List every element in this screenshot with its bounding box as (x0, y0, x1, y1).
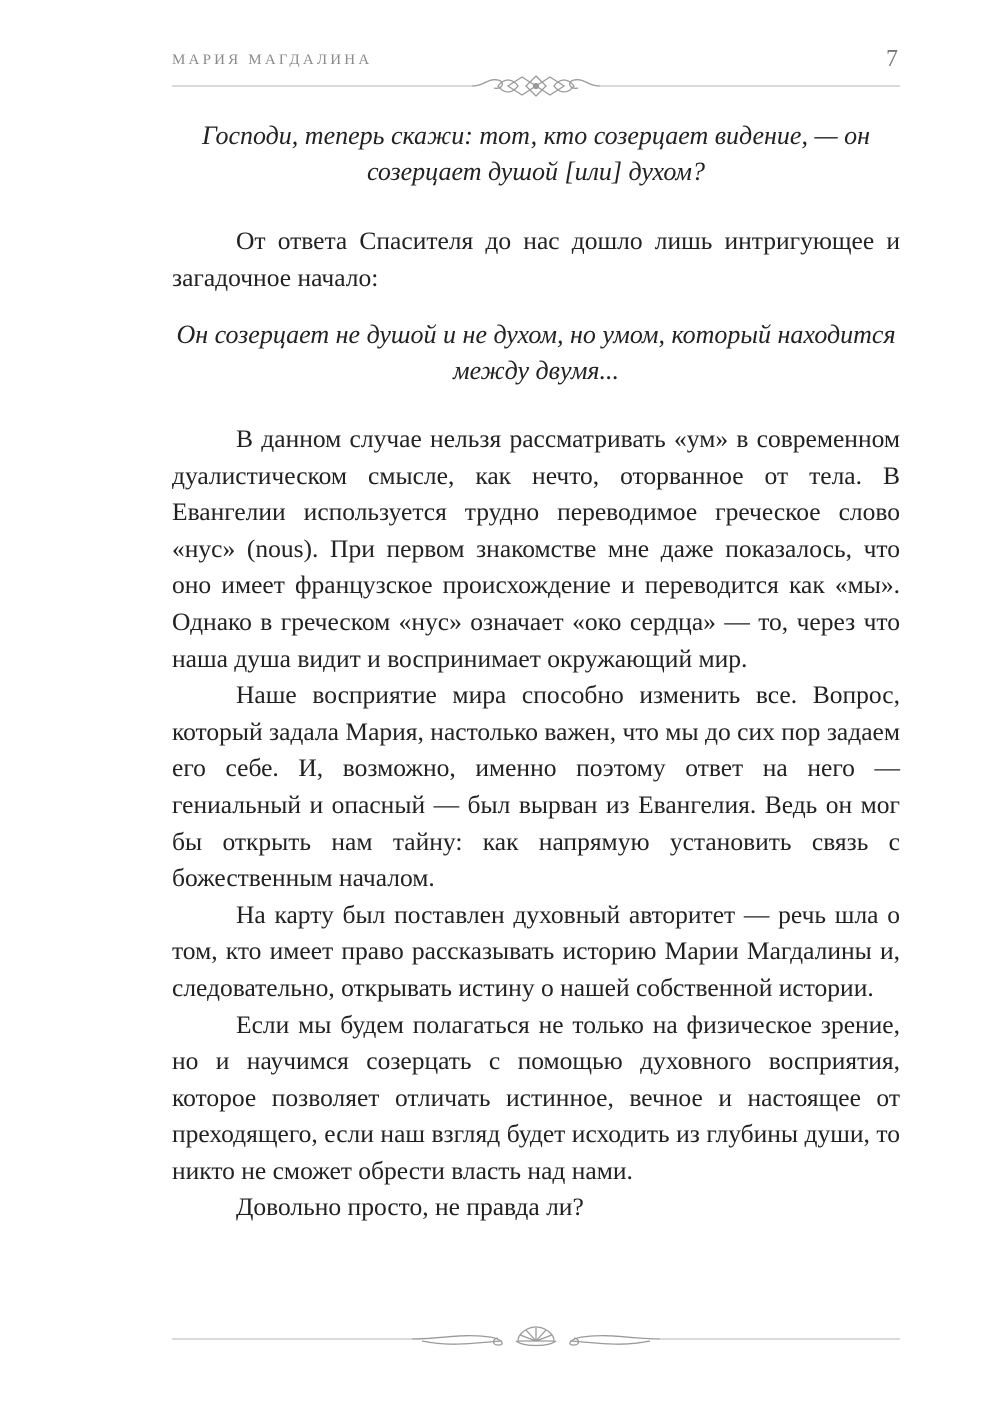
body-text (172, 118, 900, 1226)
page-number: 7 (886, 46, 898, 72)
running-head (172, 46, 900, 92)
footer-rule (172, 1325, 900, 1351)
paragraph: В данном случае нельзя рассматривать «ум» в современном дуалистическом смысле, как нечто, оторванное от тела. В Евангелии используется трудно переводимое греческое слово «нус» (nous). При первом знакомстве мне даже показалось, что оно имеет французское происхождение и переводится как «мы». Однако в греческом «нус» означает «око сердца» — то, через что наша душа видит и воспринимает окружающий мир. (172, 424, 900, 673)
paragraph: Наше восприятие мира способно изменить все. Вопрос, который задала Мария, настолько важен, что мы до сих пор задаем его себе. И, возможно, именно поэтому ответ на него — гениальный и опасный — был вырван из Евангелия. Ведь он мог бы открыть нам тайну: как напрямую установить связь с божественным началом. (172, 680, 900, 893)
header-rule (172, 74, 900, 98)
quote-answer: Он созерцает не душой и не духом, но умом, который находится между двумя... (176, 319, 896, 385)
paragraph: От ответа Спасителя до нас дошло лишь интригующее и загадочное начало: (172, 226, 900, 292)
fan-ornament-icon (412, 1327, 660, 1346)
running-title: МАРИЯ МАГДАЛИНА (172, 52, 373, 68)
quote-question: Господи, теперь скажи: тот, кто созерцает видение, — он созерцает душой [или] духом? (202, 121, 870, 187)
paragraph: Если мы будем полагаться не только на физическое зрение, но и научимся созерцать с помощью духовного восприятия, которое позволяет отличать истинное, вечное и настоящее от преходящего, если наш взгляд будет исходить из глубины души, то никто не сможет обрести власть над нами. (172, 1009, 900, 1185)
paragraph: На карту был поставлен духовный авторитет — речь шла о том, кто имеет право рассказывать историю Марии Магдалины и, следовательно, открывать истину о нашей собственной истории. (172, 899, 900, 1002)
knot-ornament-icon (472, 76, 600, 96)
paragraph: Довольно просто, не правда ли? (236, 1192, 584, 1222)
